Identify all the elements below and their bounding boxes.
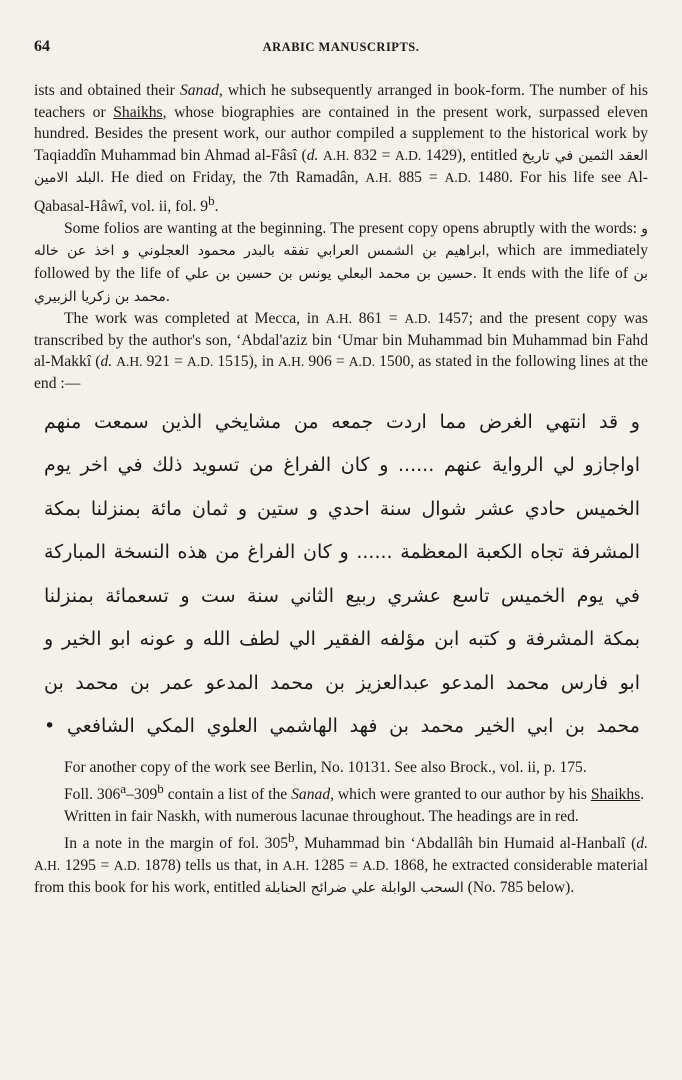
paragraph-author-biography: ists and obtained their Sanad, which he subsequently arranged in book-form. The number of his teachers or Shaikhs, whose biographies are contained in the present work, surpassed eleven hundred. Besides the present work, our author compiled a supplement to the historical work by Taqiaddîn Muhammad bin Ahmad al-Fâsî (d. A.H. 832 = A.D. 1429), entitled العقد الثمين في تاريخ البلد الامين. He died on Friday, the 7th Ramadân, A.H. 885 = A.D. 1480. For his life see Al-Qabasal-Hâwî, vol. ii, fol. 9$^b$.	[34, 82, 648, 216]
paragraph-completion: The work was completed at Mecca, in A.H. 861 = A.D. 1457; and the present copy was transcribed by the author's son, ‘Abdal'aziz bin ‘Umar bin Muhammad bin Muhammad bin Fahd al-Makkî (d. A.H. 921 = A.D. 1515), in A.H. 906 = A.D. 1500, as stated in the following lines at the end :—	[34, 310, 648, 392]
paragraph-margin-note: In a note in the margin of fol. 305$^b$, Muhammad bin ‘Abdallâh bin Humaid al-Hanbalî (d. A.H. 1295 = A.D. 1878) tells us that, in A.H. 1285 = A.D. 1868, he extracted considerable material from this book for his work, entitled السحب الوابلة علي ضرائح الحنابلة (No. 785 below).	[34, 830, 648, 896]
colophon-line: الخميس حادي عشر شوال سنة احدي و ستين و ثمان مائة بمنزلنا بمكة	[44, 497, 640, 520]
arabic-title-supplement: العقد الثمين في تاريخ البلد الامين	[34, 147, 648, 187]
colophon-line: اواجازو لي الرواية عنهم ...... و كان الفراغ من تسويد ذلك في اخر يوم	[44, 454, 640, 476]
paragraph-sanad-list: Foll. 306$^a$–309$^b$ contain a list of the Sanad, which were granted to our author by his Shaikhs.	[64, 781, 645, 804]
colophon-line: المشرفة تجاه الكعبة المعظمة ...... و كان الفراغ من هذه النسخة المباركة	[44, 541, 640, 563]
colophon-line: و قد انتهي الغرض مما اردت جمعه من مشايخي الذين سمعت منهم	[44, 410, 640, 433]
arabic-name-first-life-cont: حسين بن محمد البعلي	[336, 265, 473, 282]
arabic-name-first-life: يونس بن حسين بن علي	[184, 265, 332, 282]
colophon-line: بمكة المشرفة و كتبه ابن مؤلفه الفقير الي لطف الله و عونه ابو الخير و	[44, 628, 640, 650]
page-header	[34, 38, 648, 60]
colophon-line: ابو فارس محمد المدعو عبدالعزيز بن محمد المدعو عمر بن محمد بن	[44, 671, 640, 694]
paragraph-other-copy: For another copy of the work see Berlin, No. 10131. See also Brock., vol. ii, p. 175.	[64, 758, 587, 776]
running-title: ARABIC MANUSCRIPTS.	[262, 40, 420, 54]
colophon-line: محمد بن ابي الخير محمد بن فهد الهاشمي العلوي المكي الشافعي •	[44, 715, 640, 737]
arabic-colophon	[44, 401, 640, 749]
arabic-title-hanbali-work: السحب الوابلة علي ضرائح الحنابلة	[264, 879, 464, 896]
paragraph-contents: Some folios are wanting at the beginning. The present copy opens abruptly with the words: و تفقه بالبدر محمود العجلوني و اخذ عن خاله ابراهيم بن الشمس العرابي, which are immediately followed by the life of يونس بن حسين بن علي حسين بن محمد البعلي. It ends with the life of بن محمد بن زكريا الزبيري.	[34, 219, 649, 305]
page-body	[34, 80, 648, 899]
arabic-name-last-life: بن محمد بن زكريا الزبيري	[34, 265, 649, 305]
paragraph-script-description: Written in fair Naskh, with numerous lacunae throughout. The headings are in red.	[64, 807, 579, 825]
arabic-opening-words: و تفقه بالبدر محمود العجلوني و اخذ عن خاله	[34, 220, 648, 260]
colophon-line: في يوم الخميس تاسع عشري ربيع الثاني سنة ست و تسعمائة بمنزلنا	[44, 584, 640, 607]
page-number: 64	[34, 38, 50, 55]
arabic-opening-words-cont: ابراهيم بن الشمس العرابي	[316, 243, 486, 260]
